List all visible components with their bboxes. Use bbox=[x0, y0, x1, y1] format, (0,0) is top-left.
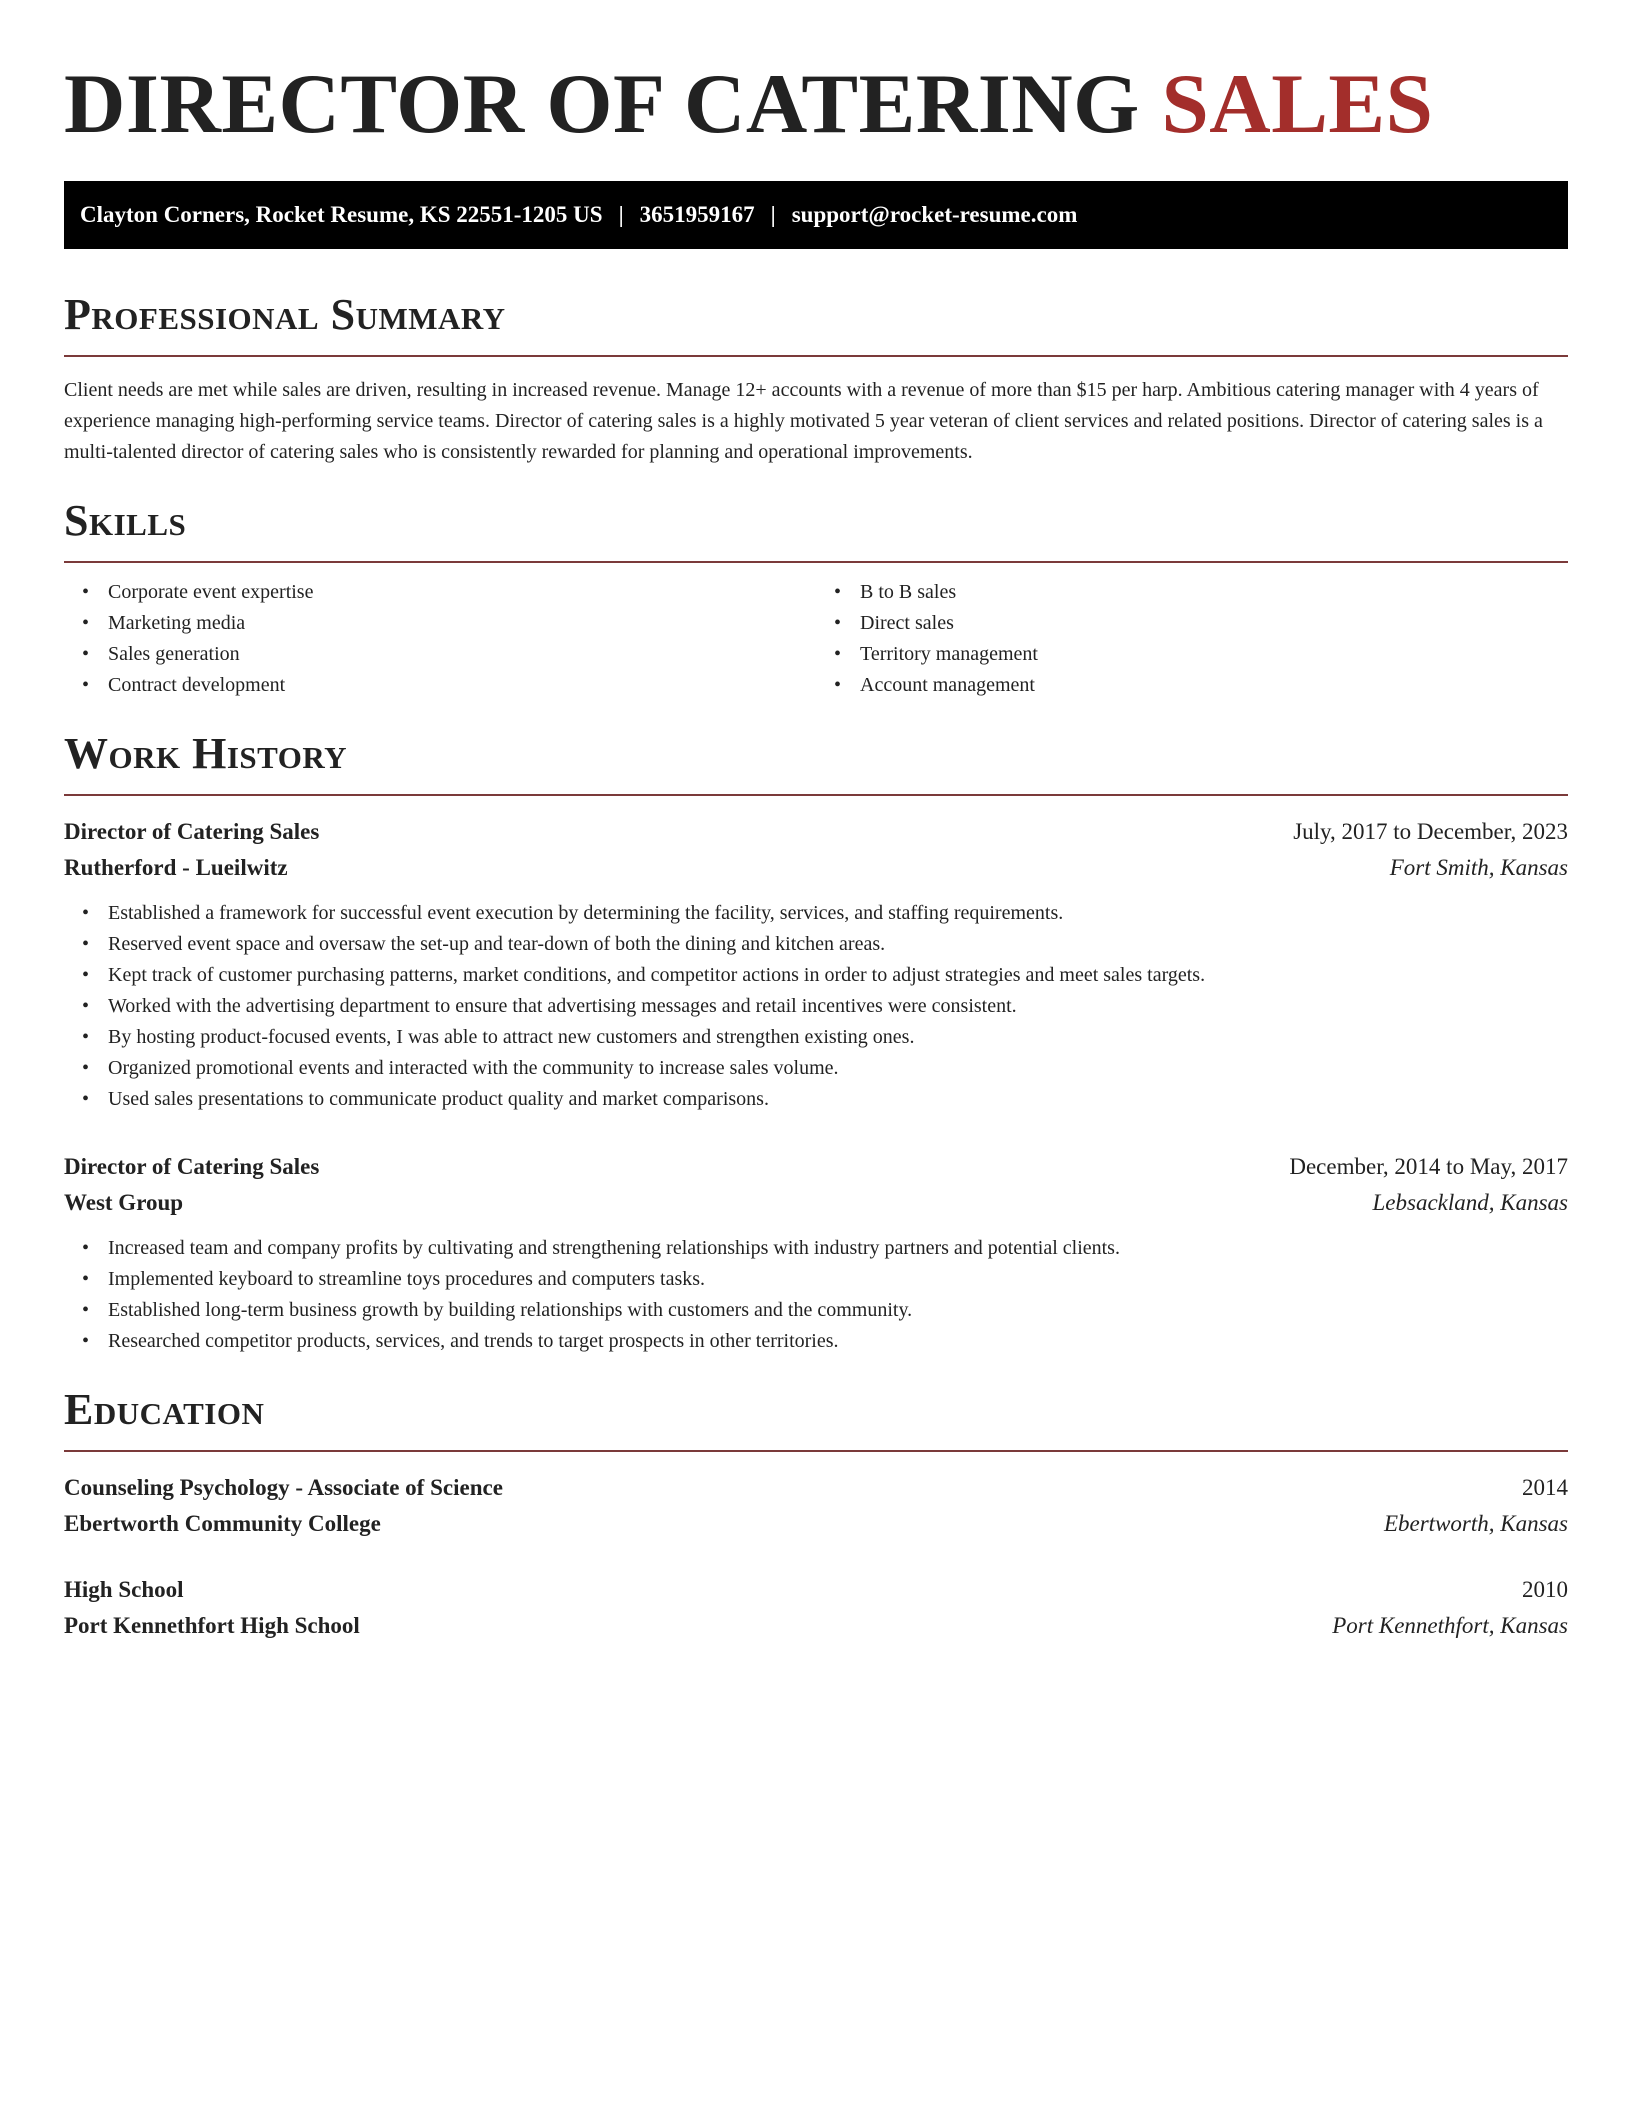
education-school-row bbox=[64, 1608, 1568, 1644]
job-bullet: • Reserved event space and oversaw the set-up and tear-down of both the dining and kitchen areas. bbox=[64, 929, 1568, 960]
skill-item: • Corporate event expertise bbox=[64, 577, 816, 608]
job-bullet: • Worked with the advertising department to ensure that advertising messages and retail incentives were consistent. bbox=[64, 991, 1568, 1022]
section-divider bbox=[64, 1450, 1568, 1452]
job-location: Fort Smith, Kansas bbox=[1389, 855, 1568, 880]
education-school: Port Kennethfort High School bbox=[64, 1613, 360, 1638]
summary-text: Client needs are met while sales are driven, resulting in increased revenue. Manage 12+ accounts with a revenue of more than $15 per harp. Ambitious catering manager with 4 years of experience managing high-performing service teams. Director of catering sales is a highly motivated 5 year veteran of client services and related positions. Director of catering sales is a multi-talented director of catering sales who is consistently rewarded for planning and operational improvements. bbox=[64, 379, 1543, 463]
job-company: West Group bbox=[64, 1190, 184, 1215]
education-school: Ebertworth Community College bbox=[64, 1511, 381, 1536]
education-year: 2010 bbox=[1522, 1577, 1568, 1602]
section-title: Work History bbox=[64, 729, 348, 778]
job-bullet: • Implemented keyboard to streamline toys procedures and computers tasks. bbox=[64, 1264, 1568, 1295]
contact-bar bbox=[64, 181, 1568, 249]
job-header-row bbox=[64, 1149, 1568, 1185]
job-bullet: • Organized promotional events and interacted with the community to increase sales volume. bbox=[64, 1053, 1568, 1084]
skill-item: • Marketing media bbox=[64, 608, 816, 639]
section-divider bbox=[64, 794, 1568, 796]
job-bullet: • Kept track of customer purchasing patterns, market conditions, and competitor actions in order to adjust strategies and meet sales targets. bbox=[64, 960, 1568, 991]
section-title: Professional Summary bbox=[64, 290, 506, 339]
contact-email: support@rocket-resume.com bbox=[791, 202, 1078, 227]
education-section bbox=[64, 1384, 1568, 1644]
education-school-row bbox=[64, 1506, 1568, 1542]
contact-separator: | bbox=[770, 202, 776, 227]
education-year: 2014 bbox=[1522, 1475, 1568, 1500]
contact-address: Clayton Corners, Rocket Resume, KS 22551-1205 US bbox=[80, 202, 603, 227]
section-title: Education bbox=[64, 1385, 265, 1434]
skill-item: • Territory management bbox=[816, 639, 1568, 670]
skills-grid bbox=[64, 577, 1568, 701]
resume-title bbox=[64, 56, 1568, 152]
job-company: Rutherford - Lueilwitz bbox=[64, 855, 288, 880]
title-accent: SALES bbox=[1161, 57, 1434, 151]
skill-item: • Contract development bbox=[64, 670, 816, 701]
education-header-row bbox=[64, 1572, 1568, 1608]
job-entry bbox=[64, 814, 1568, 1115]
education-location: Port Kennethfort, Kansas bbox=[1332, 1613, 1568, 1638]
education-entry bbox=[64, 1470, 1568, 1542]
education-degree: Counseling Psychology - Associate of Science bbox=[64, 1475, 503, 1500]
job-dates: July, 2017 to December, 2023 bbox=[1293, 819, 1568, 844]
job-bullet: • By hosting product-focused events, I was able to attract new customers and strengthen existing ones. bbox=[64, 1022, 1568, 1053]
education-degree: High School bbox=[64, 1577, 184, 1602]
skills-section bbox=[64, 495, 1568, 701]
job-role: Director of Catering Sales bbox=[64, 819, 320, 844]
section-title: Skills bbox=[64, 496, 187, 545]
job-bullet: • Researched competitor products, services, and trends to target prospects in other territories. bbox=[64, 1326, 1568, 1357]
education-location: Ebertworth, Kansas bbox=[1383, 1511, 1568, 1536]
education-entry bbox=[64, 1572, 1568, 1644]
skill-item: • Account management bbox=[816, 670, 1568, 701]
job-dates: December, 2014 to May, 2017 bbox=[1289, 1154, 1568, 1179]
job-bullets bbox=[64, 1233, 1568, 1357]
skills-column-right bbox=[816, 577, 1568, 701]
job-bullets bbox=[64, 898, 1568, 1115]
job-bullet: • Established a framework for successful event execution by determining the facility, services, and staffing requirements. bbox=[64, 898, 1568, 929]
job-company-row bbox=[64, 850, 1568, 886]
skill-item: • Direct sales bbox=[816, 608, 1568, 639]
job-entry bbox=[64, 1149, 1568, 1357]
job-bullet: • Established long-term business growth by building relationships with customers and the community. bbox=[64, 1295, 1568, 1326]
job-company-row bbox=[64, 1185, 1568, 1221]
professional-summary-section bbox=[64, 289, 1568, 468]
job-location: Lebsackland, Kansas bbox=[1372, 1190, 1568, 1215]
section-divider bbox=[64, 561, 1568, 563]
skill-item: • Sales generation bbox=[64, 639, 816, 670]
education-header-row bbox=[64, 1470, 1568, 1506]
skill-item: • B to B sales bbox=[816, 577, 1568, 608]
contact-separator: | bbox=[618, 202, 624, 227]
work-history-section bbox=[64, 728, 1568, 1357]
contact-phone: 3651959167 bbox=[639, 202, 755, 227]
job-bullet: • Used sales presentations to communicate product quality and market comparisons. bbox=[64, 1084, 1568, 1115]
skills-column-left bbox=[64, 577, 816, 701]
title-main: DIRECTOR OF CATERING bbox=[64, 57, 1140, 151]
section-divider bbox=[64, 355, 1568, 357]
job-role: Director of Catering Sales bbox=[64, 1154, 320, 1179]
job-header-row bbox=[64, 814, 1568, 850]
job-bullet: • Increased team and company profits by cultivating and strengthening relationships with industry partners and potential clients. bbox=[64, 1233, 1568, 1264]
